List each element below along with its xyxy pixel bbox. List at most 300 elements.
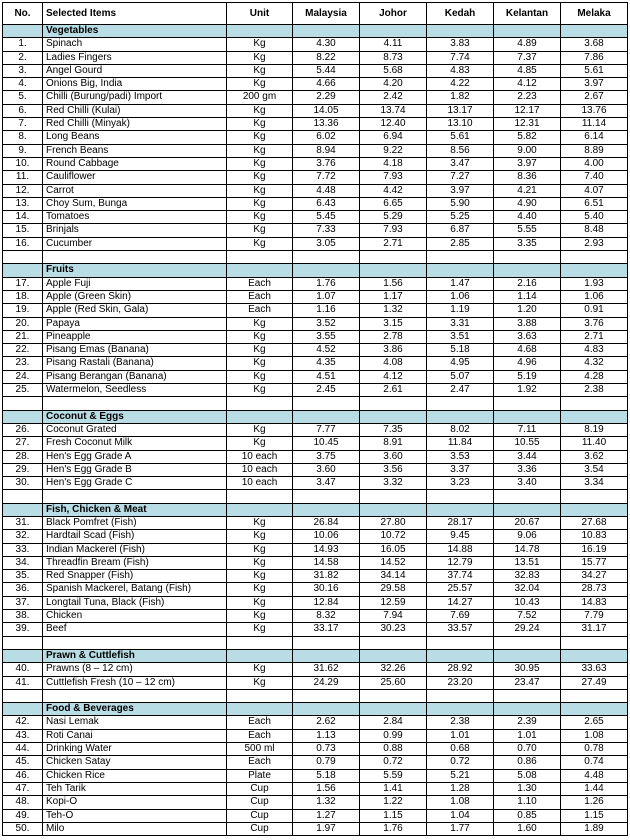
table-row [3, 663, 628, 676]
price-melaka: 5.61 [561, 64, 628, 77]
price-johor: 9.22 [360, 144, 427, 157]
table-row [3, 357, 628, 370]
price-malaysia: 1.27 [293, 809, 360, 822]
price-kelantan: 3.44 [494, 450, 561, 463]
price-kelantan: 1.10 [494, 796, 561, 809]
price-melaka: 1.15 [561, 809, 628, 822]
price-kelantan: 9.00 [494, 144, 561, 157]
price-kedah: 4.83 [427, 64, 494, 77]
price-kedah: 0.72 [427, 756, 494, 769]
table-row [3, 809, 628, 822]
row-number: 6. [3, 104, 43, 117]
price-malaysia: 2.62 [293, 716, 360, 729]
price-kelantan: 32.83 [494, 570, 561, 583]
price-johor: 2.84 [360, 716, 427, 729]
price-malaysia: 7.77 [293, 423, 360, 436]
category-spacer [3, 703, 43, 716]
row-number: 20. [3, 317, 43, 330]
category-spacer [360, 264, 427, 277]
row-number: 14. [3, 211, 43, 224]
header-unit: Unit [227, 3, 293, 25]
unit: Kg [227, 556, 293, 569]
price-kedah: 5.18 [427, 344, 494, 357]
spacer-cell [293, 490, 360, 503]
price-johor: 32.26 [360, 663, 427, 676]
price-melaka: 16.19 [561, 543, 628, 556]
category-row [3, 703, 628, 716]
price-kedah: 1.01 [427, 729, 494, 742]
price-malaysia: 1.56 [293, 782, 360, 795]
price-johor: 8.91 [360, 437, 427, 450]
unit: Kg [227, 64, 293, 77]
price-johor: 5.68 [360, 64, 427, 77]
unit: 200 gm [227, 91, 293, 104]
table-row [3, 277, 628, 290]
price-kedah: 23.20 [427, 676, 494, 689]
unit: Kg [227, 583, 293, 596]
table-row [3, 330, 628, 343]
item-name: Chilli (Burung/padi) Import [43, 91, 227, 104]
table-row [3, 756, 628, 769]
price-kedah: 13.17 [427, 104, 494, 117]
row-number: 49. [3, 809, 43, 822]
table-row [3, 423, 628, 436]
unit: Cup [227, 796, 293, 809]
price-malaysia: 6.43 [293, 197, 360, 210]
table-row [3, 437, 628, 450]
price-kedah: 14.88 [427, 543, 494, 556]
price-malaysia: 13.36 [293, 118, 360, 131]
item-name: Spanish Mackerel, Batang (Fish) [43, 583, 227, 596]
item-name: Papaya [43, 317, 227, 330]
table-row [3, 344, 628, 357]
category-spacer [427, 703, 494, 716]
spacer-cell [360, 397, 427, 410]
price-kelantan: 4.89 [494, 38, 561, 51]
table-row [3, 822, 628, 835]
unit: Kg [227, 357, 293, 370]
unit: Kg [227, 144, 293, 157]
price-kedah: 11.84 [427, 437, 494, 450]
unit: Cup [227, 822, 293, 835]
price-malaysia: 33.17 [293, 623, 360, 636]
price-melaka: 1.26 [561, 796, 628, 809]
item-name: Teh-O [43, 809, 227, 822]
price-melaka: 7.79 [561, 610, 628, 623]
category-spacer [293, 503, 360, 516]
category-spacer [3, 25, 43, 38]
price-melaka: 6.51 [561, 197, 628, 210]
table-row [3, 64, 628, 77]
price-johor: 4.11 [360, 38, 427, 51]
row-number: 34. [3, 556, 43, 569]
item-name: Carrot [43, 184, 227, 197]
row-number: 28. [3, 450, 43, 463]
category-title: Fish, Chicken & Meat [43, 503, 227, 516]
price-johor: 1.41 [360, 782, 427, 795]
item-name: Drinking Water [43, 743, 227, 756]
price-kedah: 33.57 [427, 623, 494, 636]
category-spacer [360, 25, 427, 38]
price-kelantan: 20.67 [494, 516, 561, 529]
spacer-cell [43, 490, 227, 503]
row-number: 25. [3, 384, 43, 397]
row-number: 48. [3, 796, 43, 809]
unit: Kg [227, 237, 293, 250]
price-malaysia: 31.62 [293, 663, 360, 676]
item-name: Roti Canai [43, 729, 227, 742]
table-row [3, 543, 628, 556]
price-kelantan: 7.11 [494, 423, 561, 436]
spacer-cell [293, 689, 360, 702]
item-name: Kopi-O [43, 796, 227, 809]
price-melaka: 7.86 [561, 51, 628, 64]
price-kelantan: 4.96 [494, 357, 561, 370]
price-kedah: 3.51 [427, 330, 494, 343]
price-melaka: 4.00 [561, 157, 628, 170]
price-melaka: 11.40 [561, 437, 628, 450]
price-melaka: 3.97 [561, 78, 628, 91]
table-row [3, 596, 628, 609]
item-name: Ladies Fingers [43, 51, 227, 64]
row-number: 11. [3, 171, 43, 184]
price-melaka: 6.14 [561, 131, 628, 144]
price-kedah: 1.04 [427, 809, 494, 822]
category-spacer [293, 264, 360, 277]
price-malaysia: 0.73 [293, 743, 360, 756]
price-malaysia: 6.02 [293, 131, 360, 144]
unit: Kg [227, 211, 293, 224]
row-number: 26. [3, 423, 43, 436]
price-melaka: 3.54 [561, 463, 628, 476]
price-johor: 4.12 [360, 370, 427, 383]
unit: Kg [227, 51, 293, 64]
item-name: Coconut Grated [43, 423, 227, 436]
category-spacer [360, 703, 427, 716]
row-number: 39. [3, 623, 43, 636]
unit: 10 each [227, 450, 293, 463]
table-row [3, 729, 628, 742]
price-melaka: 4.48 [561, 769, 628, 782]
price-melaka: 34.27 [561, 570, 628, 583]
category-spacer [360, 649, 427, 662]
price-melaka: 4.32 [561, 357, 628, 370]
price-malaysia: 4.52 [293, 344, 360, 357]
table-row [3, 211, 628, 224]
item-name: Red Snapper (Fish) [43, 570, 227, 583]
price-malaysia: 14.93 [293, 543, 360, 556]
table-row [3, 610, 628, 623]
row-number: 46. [3, 769, 43, 782]
spacer-cell [227, 490, 293, 503]
item-name: Prawns (8 – 12 cm) [43, 663, 227, 676]
item-name: Hardtail Scad (Fish) [43, 530, 227, 543]
spacer-cell [427, 251, 494, 264]
table-row [3, 782, 628, 795]
table-row [3, 530, 628, 543]
price-kelantan: 1.92 [494, 384, 561, 397]
price-kelantan: 2.39 [494, 716, 561, 729]
price-johor: 1.17 [360, 290, 427, 303]
header-kelantan: Kelantan [494, 3, 561, 25]
table-row [3, 769, 628, 782]
price-kelantan: 5.08 [494, 769, 561, 782]
price-johor: 5.59 [360, 769, 427, 782]
price-malaysia: 5.44 [293, 64, 360, 77]
row-number: 3. [3, 64, 43, 77]
item-name: Angel Gourd [43, 64, 227, 77]
price-kedah: 9.45 [427, 530, 494, 543]
price-kelantan: 3.88 [494, 317, 561, 330]
row-number: 24. [3, 370, 43, 383]
row-number: 42. [3, 716, 43, 729]
item-name: Black Pomfret (Fish) [43, 516, 227, 529]
item-name: Apple Fuji [43, 277, 227, 290]
price-malaysia: 1.97 [293, 822, 360, 835]
price-kedah: 5.21 [427, 769, 494, 782]
item-name: Red Chilli (Kulai) [43, 104, 227, 117]
price-kelantan: 4.68 [494, 344, 561, 357]
spacer-cell [561, 490, 628, 503]
price-melaka: 8.48 [561, 224, 628, 237]
table-row [3, 516, 628, 529]
price-johor: 7.35 [360, 423, 427, 436]
price-johor: 12.40 [360, 118, 427, 131]
price-kedah: 0.68 [427, 743, 494, 756]
table-row [3, 51, 628, 64]
price-kedah: 14.27 [427, 596, 494, 609]
table-row [3, 676, 628, 689]
price-kelantan: 30.95 [494, 663, 561, 676]
price-kedah: 25.57 [427, 583, 494, 596]
unit: Plate [227, 769, 293, 782]
price-malaysia: 4.48 [293, 184, 360, 197]
price-johor: 14.52 [360, 556, 427, 569]
price-johor: 0.99 [360, 729, 427, 742]
category-title: Coconut & Eggs [43, 410, 227, 423]
price-kelantan: 10.55 [494, 437, 561, 450]
item-name: Chicken Rice [43, 769, 227, 782]
price-melaka: 4.28 [561, 370, 628, 383]
item-name: Apple (Green Skin) [43, 290, 227, 303]
price-melaka: 27.49 [561, 676, 628, 689]
price-johor: 2.61 [360, 384, 427, 397]
spacer-row [3, 490, 628, 503]
unit: Kg [227, 38, 293, 51]
spacer-cell [494, 397, 561, 410]
price-melaka: 13.76 [561, 104, 628, 117]
price-kelantan: 4.12 [494, 78, 561, 91]
price-malaysia: 24.29 [293, 676, 360, 689]
price-malaysia: 3.05 [293, 237, 360, 250]
price-kedah: 7.74 [427, 51, 494, 64]
table-row [3, 384, 628, 397]
spacer-cell [360, 251, 427, 264]
table-row [3, 171, 628, 184]
price-malaysia: 31.82 [293, 570, 360, 583]
price-johor: 3.32 [360, 477, 427, 490]
table-row [3, 118, 628, 131]
table-row [3, 796, 628, 809]
row-number: 18. [3, 290, 43, 303]
spacer-cell [227, 636, 293, 649]
table-row [3, 743, 628, 756]
table-row [3, 197, 628, 210]
table-row [3, 237, 628, 250]
spacer-cell [3, 397, 43, 410]
header-malaysia: Malaysia [293, 3, 360, 25]
category-spacer [427, 410, 494, 423]
spacer-cell [427, 636, 494, 649]
row-number: 35. [3, 570, 43, 583]
price-melaka: 2.71 [561, 330, 628, 343]
price-kedah: 37.74 [427, 570, 494, 583]
price-kedah: 5.90 [427, 197, 494, 210]
price-kelantan: 4.21 [494, 184, 561, 197]
category-spacer [494, 703, 561, 716]
price-kedah: 1.06 [427, 290, 494, 303]
price-melaka: 14.83 [561, 596, 628, 609]
spacer-cell [3, 251, 43, 264]
price-kelantan: 12.31 [494, 118, 561, 131]
price-melaka: 3.34 [561, 477, 628, 490]
unit: Kg [227, 224, 293, 237]
table-row [3, 450, 628, 463]
price-johor: 4.42 [360, 184, 427, 197]
price-kelantan: 5.19 [494, 370, 561, 383]
price-johor: 3.56 [360, 463, 427, 476]
item-name: Beef [43, 623, 227, 636]
item-name: Longtail Tuna, Black (Fish) [43, 596, 227, 609]
table-row [3, 290, 628, 303]
category-spacer [427, 649, 494, 662]
price-kedah: 4.95 [427, 357, 494, 370]
row-number: 21. [3, 330, 43, 343]
unit: Each [227, 716, 293, 729]
unit: Cup [227, 809, 293, 822]
spacer-cell [494, 490, 561, 503]
category-title: Prawn & Cuttlefish [43, 649, 227, 662]
unit: Kg [227, 663, 293, 676]
row-number: 31. [3, 516, 43, 529]
price-kelantan: 14.78 [494, 543, 561, 556]
price-melaka: 2.67 [561, 91, 628, 104]
unit: Kg [227, 197, 293, 210]
spacer-cell [43, 689, 227, 702]
category-spacer [561, 25, 628, 38]
price-malaysia: 1.76 [293, 277, 360, 290]
row-number: 29. [3, 463, 43, 476]
price-melaka: 7.40 [561, 171, 628, 184]
price-kelantan: 1.01 [494, 729, 561, 742]
price-melaka: 2.65 [561, 716, 628, 729]
unit: Kg [227, 570, 293, 583]
price-johor: 4.18 [360, 157, 427, 170]
price-kedah: 4.22 [427, 78, 494, 91]
spacer-cell [3, 689, 43, 702]
price-melaka: 4.07 [561, 184, 628, 197]
category-spacer [293, 25, 360, 38]
row-number: 1. [3, 38, 43, 51]
header-no: No. [3, 3, 43, 25]
category-row [3, 25, 628, 38]
item-name: Hen's Egg Grade C [43, 477, 227, 490]
spacer-cell [360, 689, 427, 702]
price-johor: 2.71 [360, 237, 427, 250]
price-melaka: 1.08 [561, 729, 628, 742]
unit: Kg [227, 184, 293, 197]
price-malaysia: 7.72 [293, 171, 360, 184]
table-row [3, 463, 628, 476]
category-spacer [3, 503, 43, 516]
price-kelantan: 4.85 [494, 64, 561, 77]
spacer-cell [227, 397, 293, 410]
row-number: 12. [3, 184, 43, 197]
price-melaka: 0.74 [561, 756, 628, 769]
table-row [3, 104, 628, 117]
price-melaka: 2.38 [561, 384, 628, 397]
price-kedah: 2.47 [427, 384, 494, 397]
row-number: 27. [3, 437, 43, 450]
unit: Kg [227, 623, 293, 636]
row-number: 30. [3, 477, 43, 490]
unit: Kg [227, 516, 293, 529]
category-spacer [293, 649, 360, 662]
price-malaysia: 3.60 [293, 463, 360, 476]
table-row [3, 477, 628, 490]
price-kedah: 8.02 [427, 423, 494, 436]
row-number: 10. [3, 157, 43, 170]
price-kedah: 3.97 [427, 184, 494, 197]
price-malaysia: 4.35 [293, 357, 360, 370]
spacer-cell [427, 490, 494, 503]
price-johor: 29.58 [360, 583, 427, 596]
item-name: Pisang Emas (Banana) [43, 344, 227, 357]
spacer-cell [43, 397, 227, 410]
price-malaysia: 4.66 [293, 78, 360, 91]
item-name: Chicken Satay [43, 756, 227, 769]
price-kedah: 3.37 [427, 463, 494, 476]
table-row [3, 78, 628, 91]
price-kelantan: 2.16 [494, 277, 561, 290]
table-row [3, 570, 628, 583]
price-johor: 2.78 [360, 330, 427, 343]
price-johor: 3.15 [360, 317, 427, 330]
spacer-cell [494, 689, 561, 702]
price-johor: 1.15 [360, 809, 427, 822]
table-row [3, 716, 628, 729]
price-kelantan: 1.20 [494, 304, 561, 317]
price-melaka: 31.17 [561, 623, 628, 636]
category-spacer [427, 264, 494, 277]
category-spacer [227, 649, 293, 662]
spacer-cell [43, 636, 227, 649]
price-kelantan: 1.60 [494, 822, 561, 835]
row-number: 17. [3, 277, 43, 290]
category-spacer [360, 503, 427, 516]
price-kedah: 3.31 [427, 317, 494, 330]
item-name: Chicken [43, 610, 227, 623]
price-malaysia: 3.55 [293, 330, 360, 343]
price-malaysia: 30.16 [293, 583, 360, 596]
category-spacer [3, 264, 43, 277]
unit: 500 ml [227, 743, 293, 756]
row-number: 38. [3, 610, 43, 623]
price-kedah: 28.17 [427, 516, 494, 529]
price-johor: 4.08 [360, 357, 427, 370]
spacer-cell [227, 251, 293, 264]
category-spacer [494, 25, 561, 38]
